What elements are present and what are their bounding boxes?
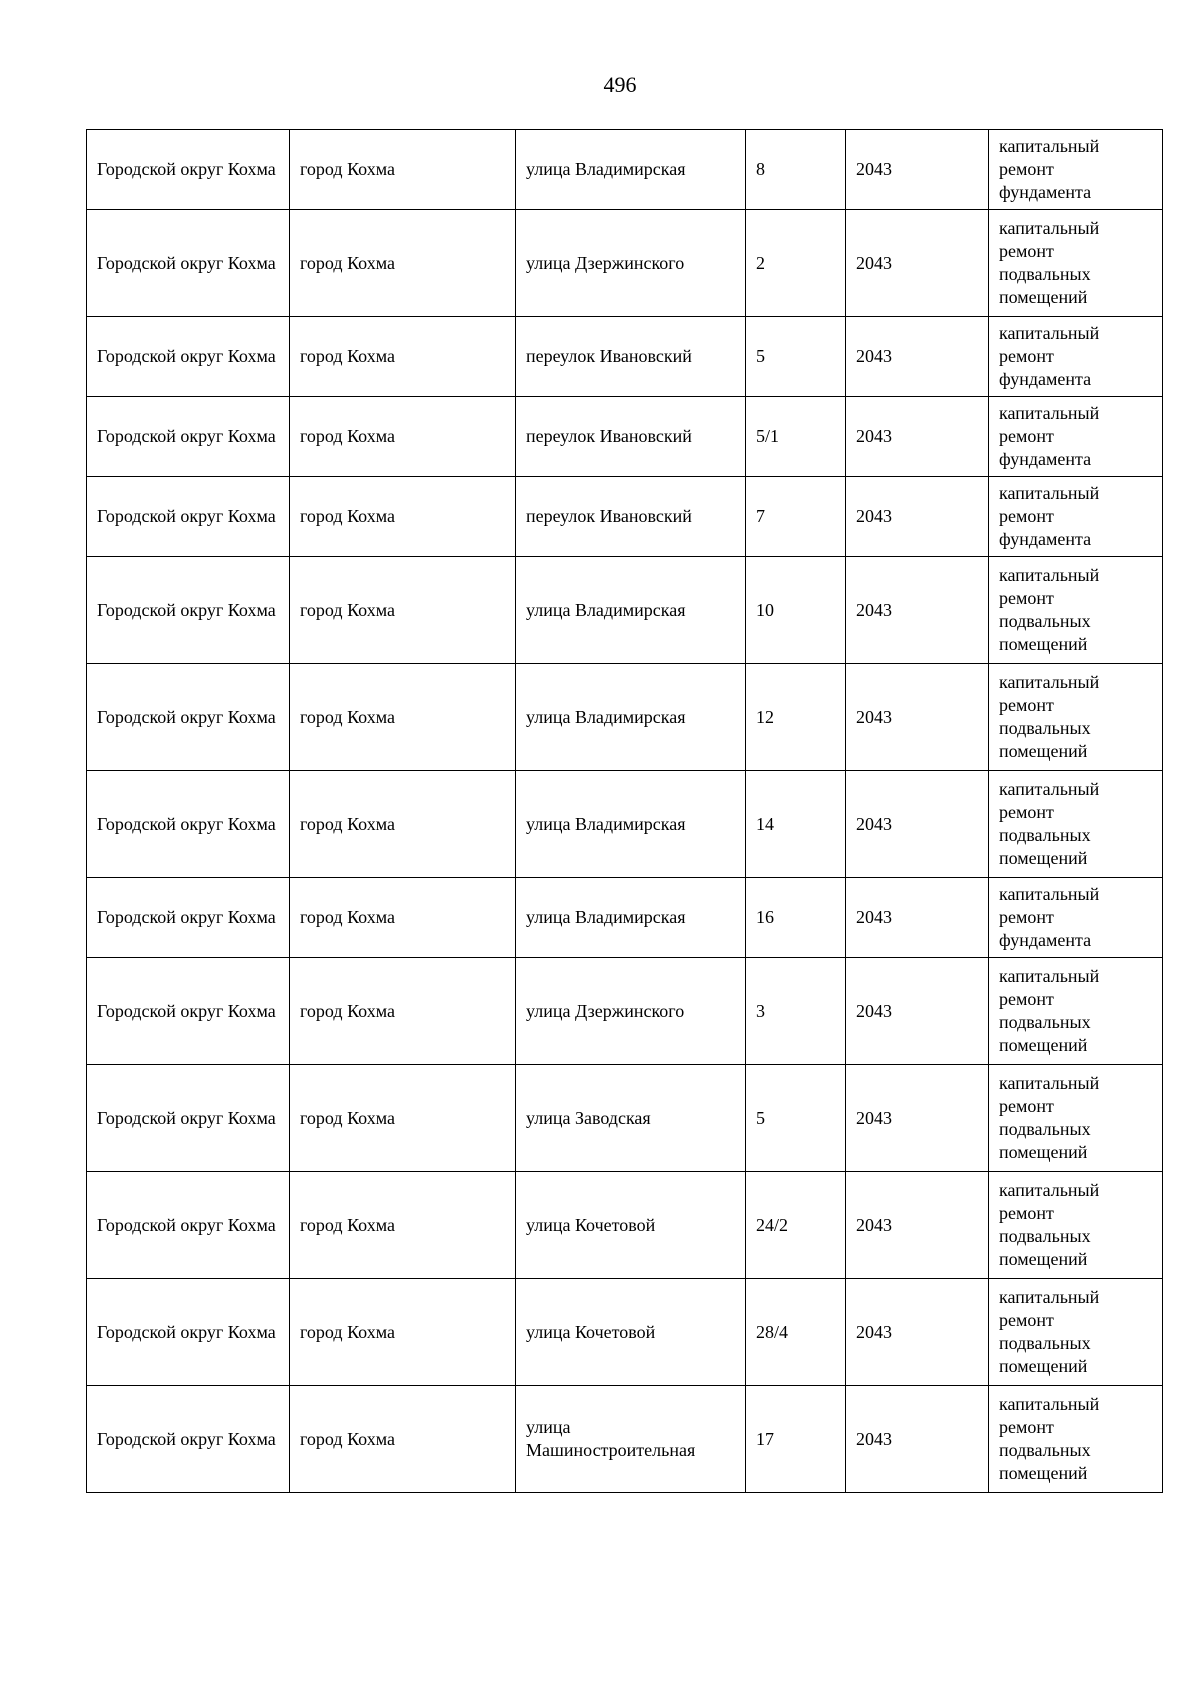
- house-cell: 10: [746, 557, 846, 664]
- district-cell: Городской округ Кохма: [87, 1279, 290, 1386]
- district-cell: Городской округ Кохма: [87, 771, 290, 878]
- house-cell: 2: [746, 210, 846, 317]
- table-row: [87, 317, 1163, 397]
- street-cell: улица Кочетовой: [516, 1279, 746, 1386]
- house-cell: 3: [746, 958, 846, 1065]
- work-cell: капитальный ремонт подвальных помещений: [989, 1172, 1163, 1279]
- year-cell: 2043: [846, 397, 989, 477]
- street-cell: улица Заводская: [516, 1065, 746, 1172]
- table-row: [87, 557, 1163, 664]
- settlement-cell: город Кохма: [290, 1279, 516, 1386]
- year-cell: 2043: [846, 771, 989, 878]
- table-row: [87, 210, 1163, 317]
- settlement-cell: город Кохма: [290, 557, 516, 664]
- district-cell: Городской округ Кохма: [87, 878, 290, 958]
- registry-table: [86, 129, 1163, 1493]
- settlement-cell: город Кохма: [290, 130, 516, 210]
- year-cell: 2043: [846, 557, 989, 664]
- house-cell: 12: [746, 664, 846, 771]
- work-cell: капитальный ремонт фундамента: [989, 397, 1163, 477]
- work-cell: капитальный ремонт подвальных помещений: [989, 210, 1163, 317]
- street-cell: переулок Ивановский: [516, 317, 746, 397]
- street-cell: улица Дзержинского: [516, 958, 746, 1065]
- district-cell: Городской округ Кохма: [87, 317, 290, 397]
- house-cell: 14: [746, 771, 846, 878]
- table-row: [87, 1279, 1163, 1386]
- year-cell: 2043: [846, 1172, 989, 1279]
- district-cell: Городской округ Кохма: [87, 477, 290, 557]
- table-row: [87, 664, 1163, 771]
- street-cell: улица Владимирская: [516, 557, 746, 664]
- work-cell: капитальный ремонт подвальных помещений: [989, 1065, 1163, 1172]
- house-cell: 28/4: [746, 1279, 846, 1386]
- house-cell: 5: [746, 317, 846, 397]
- house-cell: 5/1: [746, 397, 846, 477]
- year-cell: 2043: [846, 210, 989, 317]
- table-row: [87, 1065, 1163, 1172]
- settlement-cell: город Кохма: [290, 664, 516, 771]
- house-cell: 5: [746, 1065, 846, 1172]
- settlement-cell: город Кохма: [290, 317, 516, 397]
- district-cell: Городской округ Кохма: [87, 130, 290, 210]
- house-cell: 7: [746, 477, 846, 557]
- street-cell: улица Дзержинского: [516, 210, 746, 317]
- settlement-cell: город Кохма: [290, 771, 516, 878]
- settlement-cell: город Кохма: [290, 1172, 516, 1279]
- work-cell: капитальный ремонт подвальных помещений: [989, 557, 1163, 664]
- house-cell: 24/2: [746, 1172, 846, 1279]
- settlement-cell: город Кохма: [290, 397, 516, 477]
- settlement-cell: город Кохма: [290, 477, 516, 557]
- work-cell: капитальный ремонт фундамента: [989, 477, 1163, 557]
- work-cell: капитальный ремонт подвальных помещений: [989, 771, 1163, 878]
- table-row: [87, 771, 1163, 878]
- district-cell: Городской округ Кохма: [87, 1172, 290, 1279]
- year-cell: 2043: [846, 878, 989, 958]
- year-cell: 2043: [846, 1065, 989, 1172]
- district-cell: Городской округ Кохма: [87, 557, 290, 664]
- year-cell: 2043: [846, 130, 989, 210]
- district-cell: Городской округ Кохма: [87, 958, 290, 1065]
- work-cell: капитальный ремонт подвальных помещений: [989, 1386, 1163, 1493]
- street-cell: улица Владимирская: [516, 771, 746, 878]
- work-cell: капитальный ремонт фундамента: [989, 878, 1163, 958]
- settlement-cell: город Кохма: [290, 210, 516, 317]
- settlement-cell: город Кохма: [290, 958, 516, 1065]
- district-cell: Городской округ Кохма: [87, 210, 290, 317]
- settlement-cell: город Кохма: [290, 878, 516, 958]
- table-row: [87, 958, 1163, 1065]
- work-cell: капитальный ремонт фундамента: [989, 130, 1163, 210]
- house-cell: 16: [746, 878, 846, 958]
- house-cell: 17: [746, 1386, 846, 1493]
- work-cell: капитальный ремонт подвальных помещений: [989, 1279, 1163, 1386]
- table-row: [87, 477, 1163, 557]
- year-cell: 2043: [846, 664, 989, 771]
- page-number: 496: [603, 72, 637, 97]
- house-cell: 8: [746, 130, 846, 210]
- settlement-cell: город Кохма: [290, 1065, 516, 1172]
- year-cell: 2043: [846, 477, 989, 557]
- table-row: [87, 130, 1163, 210]
- street-cell: улица Машиностроительная: [516, 1386, 746, 1493]
- work-cell: капитальный ремонт подвальных помещений: [989, 664, 1163, 771]
- street-cell: переулок Ивановский: [516, 397, 746, 477]
- street-cell: улица Владимирская: [516, 664, 746, 771]
- district-cell: Городской округ Кохма: [87, 397, 290, 477]
- table-row: [87, 1386, 1163, 1493]
- street-cell: улица Владимирская: [516, 130, 746, 210]
- year-cell: 2043: [846, 317, 989, 397]
- street-cell: переулок Ивановский: [516, 477, 746, 557]
- table-row: [87, 1172, 1163, 1279]
- street-cell: улица Владимирская: [516, 878, 746, 958]
- work-cell: капитальный ремонт фундамента: [989, 317, 1163, 397]
- district-cell: Городской округ Кохма: [87, 1386, 290, 1493]
- street-cell: улица Кочетовой: [516, 1172, 746, 1279]
- table-row: [87, 397, 1163, 477]
- year-cell: 2043: [846, 1386, 989, 1493]
- year-cell: 2043: [846, 1279, 989, 1386]
- settlement-cell: город Кохма: [290, 1386, 516, 1493]
- district-cell: Городской округ Кохма: [87, 664, 290, 771]
- district-cell: Городской округ Кохма: [87, 1065, 290, 1172]
- table-row: [87, 878, 1163, 958]
- work-cell: капитальный ремонт подвальных помещений: [989, 958, 1163, 1065]
- year-cell: 2043: [846, 958, 989, 1065]
